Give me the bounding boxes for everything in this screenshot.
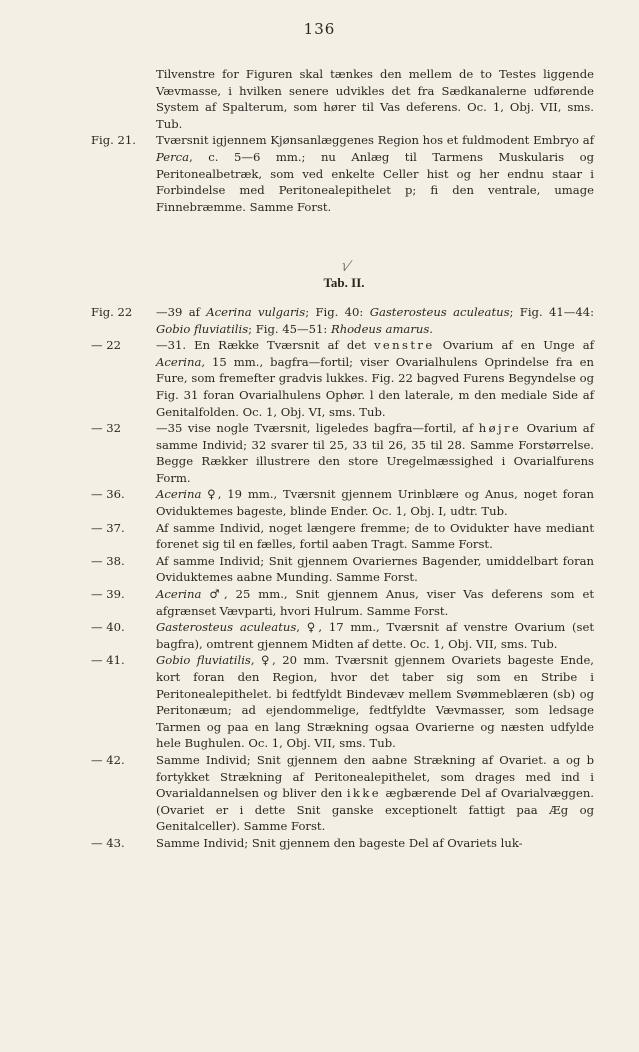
figure-label: — 42. (91, 752, 125, 767)
figure-caption-entry (91, 586, 594, 619)
figure-caption-list (91, 337, 595, 851)
figure-caption-text: Acerina ♂, 25 mm., Snit gjennem Anus, viser Vas deferens som et afgrænset Vævparti, hvori Hulrum. Samme Forst. (156, 587, 594, 618)
species-name: Perca (156, 149, 190, 164)
figure-caption-entry (91, 835, 594, 852)
fig-21-label: Fig. 21. (91, 133, 136, 148)
figure-caption-text: Gobio fluviatilis, ♀, 20 mm. Tværsnit gjennem Ovariets bageste Ende, kort foran den Region, hvor det taber sig som en Stribe i Peritonealepithelet. bi fedtfyldt Bindevæv mellem Svømmeblæren (sb) og Peritonæum; ad ejendommelige, fedtfyldte Vævmasser, som ledsage Tarmen og paa en lang Strækning ogsaa Ovarierne og næsten udfylde hele Bughulen. Oc. 1, Obj. VII, sms. Tub. (156, 653, 594, 751)
tab-heading: Tab. II. (323, 275, 365, 291)
figure-label: — 37. (91, 520, 125, 535)
species-name: Acerina (156, 587, 202, 602)
figure-caption-entry (91, 619, 594, 652)
figure-caption-entry (91, 486, 594, 519)
intro-text: Tilvenstre for Figuren skal tænkes den mellem de to Testes liggende Vævmasse, i hvilken senere udvikles det fra Sædkanalerne udførende System af Spalterum, som hører til Vas deferens. Oc. 1, Obj. VII, sms. Tub. (156, 67, 594, 131)
check-mark-annotation: √ (338, 257, 353, 277)
figure-caption-text: Samme Individ; Snit gjennem den aabne Strækning af Ovariet. a og b fortykket Strækning af Peritonealepithelet, som drages med ind i Ovarialdannelsen og bliver den ikke ægbærende Del af Ovarialvæggen. (Ovariet er i dette Snit ganske exceptionelt fattigt paa Æg og Genitalceller). Samme Forst. (156, 752, 594, 834)
figure-caption-text: Af samme Individ, noget længere fremme; de to Ovidukter have mediant forenet sig til en fælles, fortil aaben Tragt. Samme Forst. (156, 520, 594, 552)
species-name: Gasterosteus aculeatus (156, 620, 297, 635)
figure-caption-entry (91, 752, 594, 835)
fig-21-entry (91, 132, 594, 215)
species-name: Gobio fluviatilis (156, 321, 249, 336)
figure-label: — 39. (91, 587, 125, 602)
figure-caption-entry (91, 652, 594, 752)
fig-overview-body: —39 af Acerina vulgaris; Fig. 40: Gasterosteus aculeatus; Fig. 41—44: Gobio fluviatilis; Fig. 45—51: Rhodeus amarus. (156, 304, 594, 336)
figure-label: — 22 (91, 338, 122, 353)
page-text (91, 66, 595, 852)
figure-caption-text: —31. En Række Tværsnit af det venstre Ovarium af en Unge af Acerina, 15 mm., bagfra—fortil; viser Ovarialhulens Oprindelse fra en Fure, som fremefter gradvis lukkes. Fig. 22 bagved Furens Begyndelse og Fig. 31 foran Ovarialhulens Ophør. l den laterale, m den mediale Side af Genitalfolden. Oc. 1, Obj. VI, sms. Tub. (156, 338, 595, 419)
figure-label: — 43. (91, 835, 125, 850)
species-name: Acerina (156, 354, 202, 369)
fig-overview-entry (91, 304, 594, 337)
species-name: Rhodeus amarus. (330, 321, 433, 336)
fig-overview-label: Fig. 22 (91, 304, 133, 319)
figure-caption-text: Acerina ♀, 19 mm., Tværsnit gjennem Urinblære og Anus, noget foran Oviduktemes bageste, blinde Ender. Oc. 1, Obj. I, udtr. Tub. (156, 487, 594, 519)
figure-caption-text: Gasterosteus aculeatus, ♀, 17 mm., Tværsnit af venstre Ovarium (set bagfra), omtrent gjennem Midten af dette. Oc. 1, Obj. VII, sms. Tub. (156, 620, 594, 651)
tab-heading-block (94, 257, 594, 292)
emphasized-word: venstre (373, 338, 435, 353)
species-name: Gasterosteus aculeatus (369, 304, 510, 319)
figure-caption-entry (91, 337, 595, 420)
figure-caption-entry (91, 420, 594, 486)
species-name: Acerina vulgaris (206, 304, 306, 319)
figure-caption-text: Af samme Individ; Snit gjennem Ovariernes Bagender, umiddelbart foran Oviduktemes aabne Munding. Samme Forst. (156, 553, 594, 585)
figure-caption-entry (91, 553, 594, 586)
species-name: Acerina (156, 487, 202, 502)
figure-label: — 41. (91, 653, 125, 668)
intro-paragraph (94, 66, 594, 132)
emphasized-word: ikke (346, 786, 382, 801)
figure-label: — 38. (91, 553, 125, 568)
figure-caption-text: —35 vise nogle Tværsnit, ligeledes bagfra—fortil, af højre Ovarium af samme Individ; 32 svarer til 25, 33 til 26, 35 til 28. Samme Forstørrelse. Begge Rækker illustrere den store Uregelmæssighed i Ovarialfurens Form. (156, 421, 594, 485)
emphasized-word: højre (478, 421, 522, 436)
figure-caption-entry (91, 520, 594, 553)
page-number: 136 (303, 20, 336, 38)
species-name: Gobio fluviatilis (156, 653, 251, 668)
figure-caption-text: Samme Individ; Snit gjennem den bageste Del af Ovariets luk- (156, 835, 523, 850)
figure-label: — 40. (91, 620, 125, 635)
figure-label: — 36. (91, 487, 125, 502)
fig-21-body: Tværsnit igjennem Kjønsanlæggenes Region hos et fuldmodent Embryo af Perca, c. 5—6 mm.; nu Anlæg til Tarmens Muskularis og Peritonealbetræk, som ved enkelte Celler hist og her endnu staar i Forbindelse med Peritonealepithelet p; fi den ventrale, umage Finnebræmme. Samme Forst. (156, 133, 594, 214)
figure-label: — 32 (91, 421, 122, 436)
